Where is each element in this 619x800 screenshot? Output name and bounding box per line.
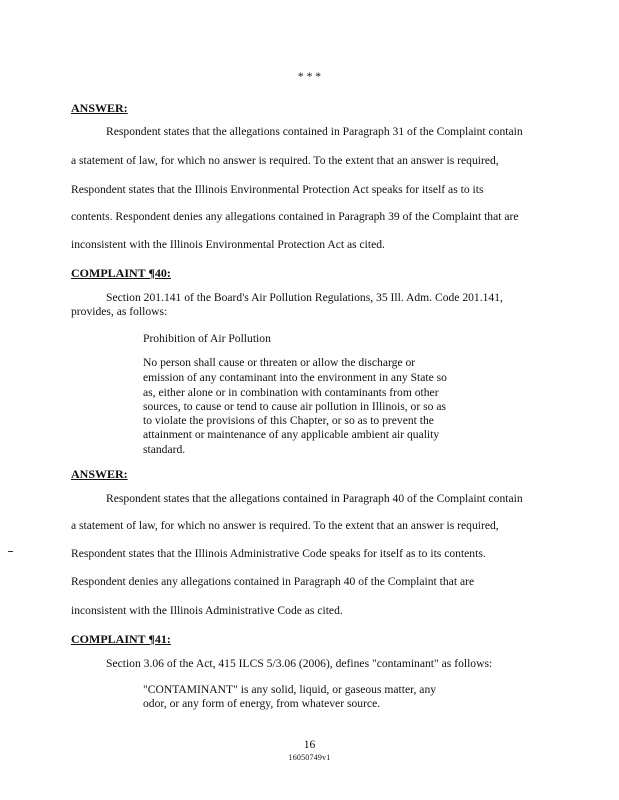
paragraph-line: provides, as follows: <box>71 305 168 318</box>
answer-heading: ANSWER: <box>71 467 128 481</box>
page-number: 16 <box>303 738 316 751</box>
quote-line: attainment or maintenance of any applicable ambient air quality <box>143 428 440 441</box>
quote-line: as, either alone or in combination with contaminants from other <box>143 386 439 399</box>
paragraph-line: Respondent denies any allegations contained in Paragraph 40 of the Complaint that are <box>71 575 475 588</box>
quote-line: sources, to cause or tend to cause air pollution in Illinois, or so as <box>143 400 446 413</box>
paragraph-line: a statement of law, for which no answer is required. To the extent that an answer is required, <box>71 154 499 167</box>
document-id: 16050749v1 <box>288 753 331 762</box>
quote-line: "CONTAMINANT" is any solid, liquid, or gaseous matter, any <box>143 683 437 696</box>
paragraph-line: inconsistent with the Illinois Environmental Protection Act as cited. <box>71 238 385 251</box>
margin-mark <box>8 551 13 552</box>
paragraph-line: Respondent states that the Illinois Administrative Code speaks for itself as to its contents. <box>71 547 486 560</box>
paragraph-line: inconsistent with the Illinois Administrative Code as cited. <box>71 604 343 617</box>
section-marker: * * * <box>297 70 322 83</box>
quote-line: standard. <box>143 443 186 456</box>
quote-line: emission of any contaminant into the environment in any State so <box>143 371 447 384</box>
complaint-heading: COMPLAINT ¶40: <box>71 266 171 280</box>
paragraph-line: Respondent states that the Illinois Environmental Protection Act speaks for itself as to its <box>71 183 484 196</box>
quote-line: to violate the provisions of this Chapter, or so as to prevent the <box>143 414 434 427</box>
paragraph-line: Section 201.141 of the Board's Air Pollution Regulations, 35 Ill. Adm. Code 201.141, <box>106 291 503 304</box>
quote-line: odor, or any form of energy, from whatever source. <box>143 697 381 710</box>
complaint-heading: COMPLAINT ¶41: <box>71 632 171 646</box>
paragraph-line: a statement of law, for which no answer is required. To the extent that an answer is required, <box>71 519 499 532</box>
paragraph-line: Respondent states that the allegations contained in Paragraph 31 of the Complaint contain <box>106 125 523 138</box>
paragraph-line: Section 3.06 of the Act, 415 ILCS 5/3.06 (2006), defines "contaminant" as follows: <box>106 657 493 670</box>
paragraph-line: contents. Respondent denies any allegations contained in Paragraph 39 of the Complaint that are <box>71 210 519 223</box>
paragraph-line: Respondent states that the allegations contained in Paragraph 40 of the Complaint contain <box>106 492 523 505</box>
answer-heading: ANSWER: <box>71 101 128 115</box>
quote-title: Prohibition of Air Pollution <box>143 332 271 345</box>
quote-line: No person shall cause or threaten or allow the discharge or <box>143 356 416 369</box>
